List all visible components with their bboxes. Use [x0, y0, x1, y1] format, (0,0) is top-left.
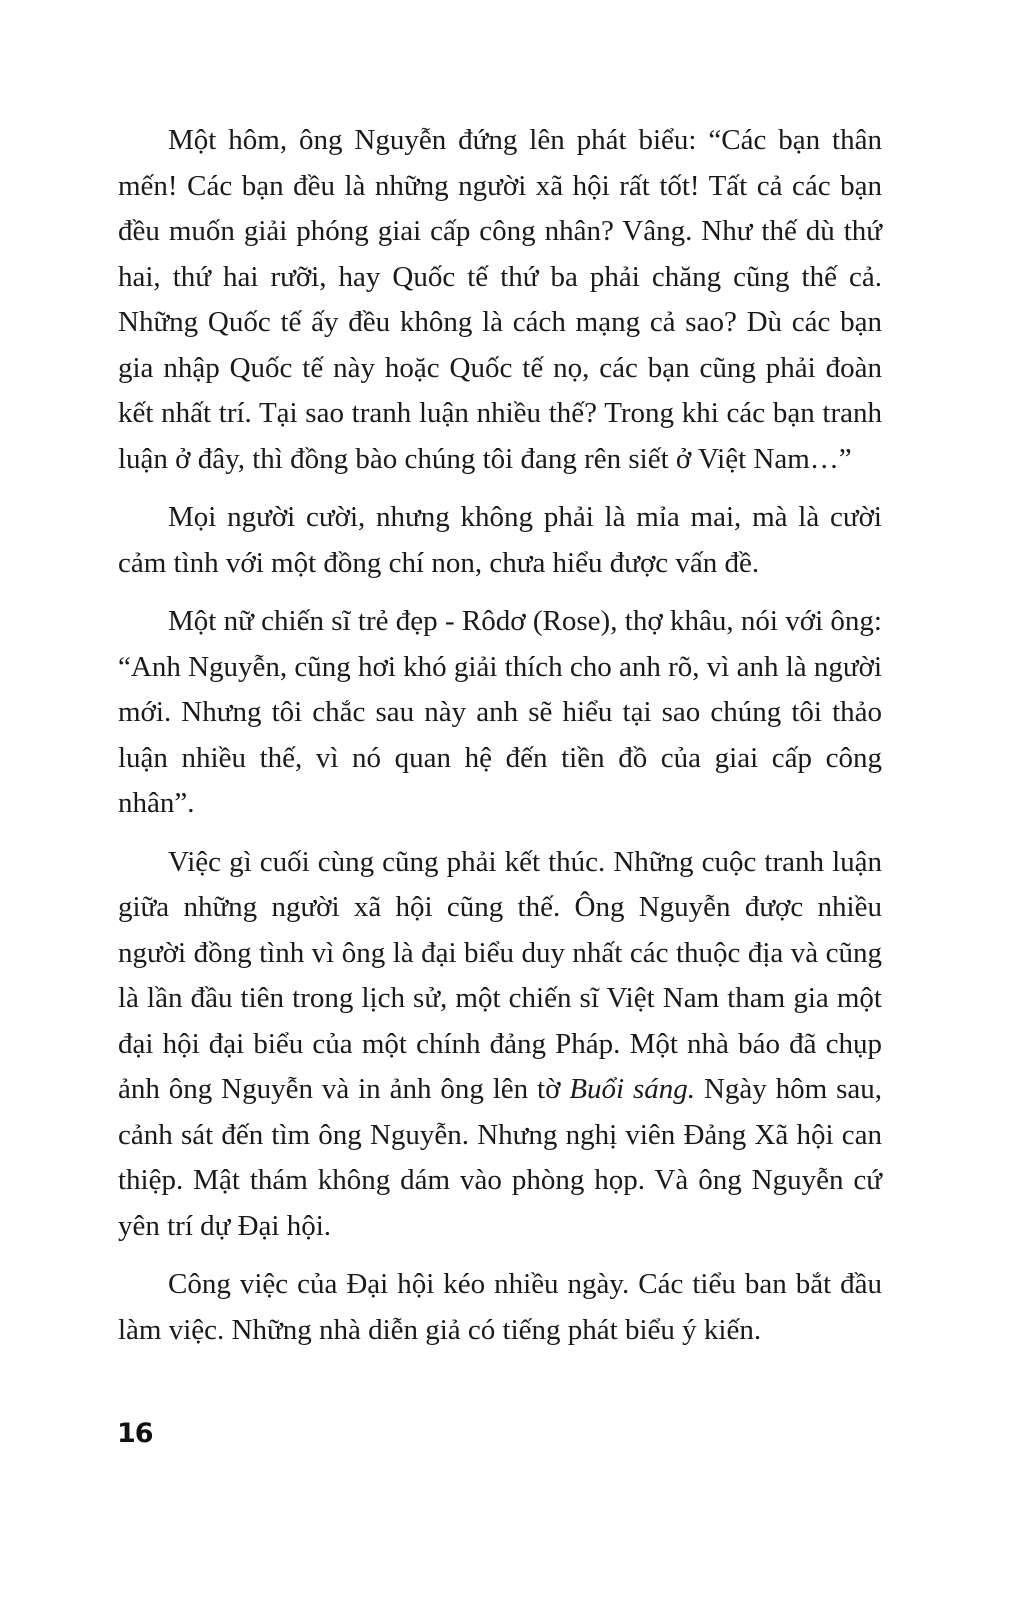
body-text: [118, 118, 882, 1366]
paragraph-1: Một hôm, ông Nguyễn đứng lên phát biểu: “Các bạn thân mến! Các bạn đều là những người xã hội rất tốt! Tất cả các bạn đều muốn giải phóng giai cấp công nhân? Vâng. Như thế dù thứ hai, thứ hai rưỡi, hay Quốc tế thứ ba phải chăng cũng thế cả. Những Quốc tế ấy đều không là cách mạng cả sao? Dù các bạn gia nhập Quốc tế này hoặc Quốc tế nọ, các bạn cũng phải đoàn kết nhất trí. Tại sao tranh luận nhiều thế? Trong khi các bạn tranh luận ở đây, thì đồng bào chúng tôi đang rên siết ở Việt Nam…”: [118, 124, 882, 475]
paragraph-5: Công việc của Đại hội kéo nhiều ngày. Các tiểu ban bắt đầu làm việc. Những nhà diễn giả có tiếng phát biểu ý kiến.: [118, 1268, 882, 1346]
paragraph-4: [118, 840, 882, 1250]
paragraph-2: Mọi người cười, nhưng không phải là mỉa mai, mà là cười cảm tình với một đồng chí non, chưa hiểu được vấn đề.: [118, 501, 882, 579]
paragraph-4-text-after: Ngày hôm sau, cảnh sát đến tìm ông Nguyễn. Nhưng nghị viên Đảng Xã hội can thiệp. Mật thám không dám vào phòng họp. Và ông Nguyễn cứ yên trí dự Đại hội.: [118, 1073, 883, 1242]
paragraph-4-text-before: Việc gì cuối cùng cũng phải kết thúc. Những cuộc tranh luận giữa những người xã hội cũng thế. Ông Nguyễn được nhiều người đồng tình vì ông là đại biểu duy nhất các thuộc địa và cũng là lần đầu tiên trong lịch sử, một chiến sĩ Việt Nam tham gia một đại hội đại biểu của một chính đảng Pháp. Một nhà báo đã chụp ảnh ông Nguyễn và in ảnh ông lên tờ: [118, 845, 882, 1105]
page-number: 16: [117, 1418, 153, 1449]
paragraph-3: Một nữ chiến sĩ trẻ đẹp - Rôdơ (Rose), thợ khâu, nói với ông: “Anh Nguyễn, cũng hơi khó giải thích cho anh rõ, vì anh là người mới. Nhưng tôi chắc sau này anh sẽ hiểu tại sao chúng tôi thảo luận nhiều thế, vì nó quan hệ đến tiền đồ của giai cấp công nhân”.: [118, 605, 882, 819]
newspaper-title: Buổi sáng.: [569, 1073, 696, 1105]
